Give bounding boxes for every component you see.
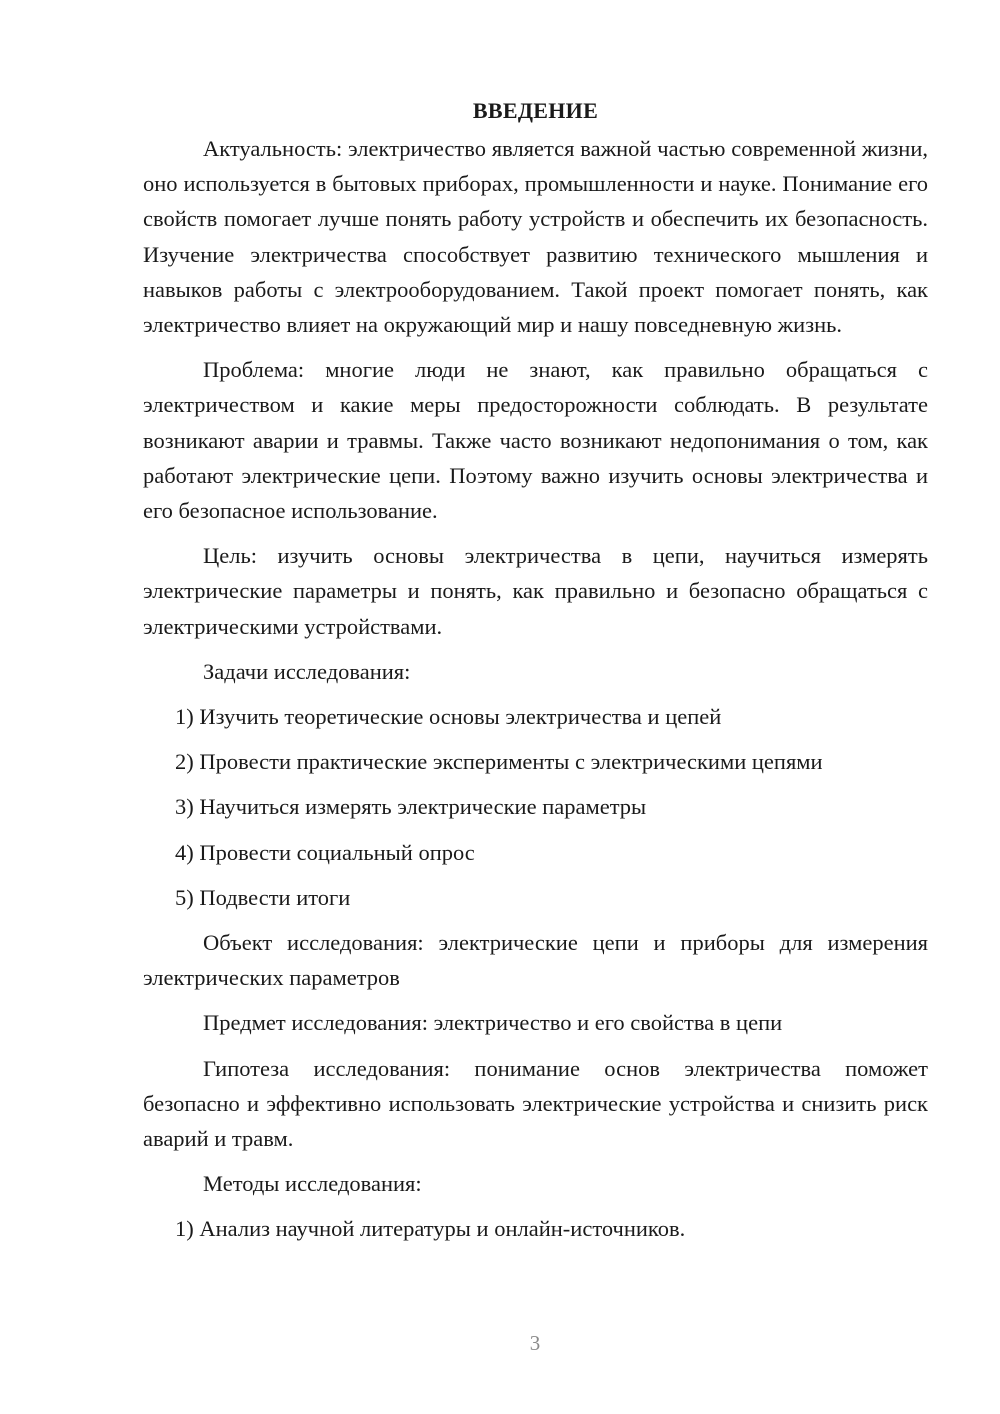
tasks-heading: Задачи исследования: (203, 658, 411, 684)
task-item: 2) Провести практические эксперименты с электрическими цепями (175, 749, 823, 775)
task-item: 4) Провести социальный опрос (175, 839, 475, 865)
section-title: ВВЕДЕНИЕ (472, 98, 599, 123)
task-item: 3) Научиться измерять электрические параметры (175, 794, 647, 820)
hypothesis-paragraph: Гипотеза исследования: понимание основ электричества поможет безопасно и эффективно использовать электрические устройства и снизить риск аварий и травм. (143, 1055, 928, 1152)
task-item: 1) Изучить теоретические основы электричества и цепей (175, 704, 722, 730)
page-number: 3 (529, 1331, 541, 1355)
document-page (143, 93, 928, 1247)
task-item: 5) Подвести итоги (175, 884, 351, 910)
methods-heading: Методы исследования: (203, 1171, 422, 1197)
object-paragraph: Объект исследования: электрические цепи и приборы для измерения электрических параметров (143, 930, 928, 991)
problem-paragraph: Проблема: многие люди не знают, как правильно обращаться с электричеством и какие меры предосторожности соблюдать. В результате возникают аварии и травмы. Также часто возникают недопонимания о том, как работают электрические цепи. Поэтому важно изучить основы электричества и его безопасное использование. (143, 357, 928, 524)
goal-paragraph: Цель: изучить основы электричества в цепи, научиться измерять электрические параметры и понять, как правильно и безопасно обращаться с электрическими устройствами. (143, 543, 928, 639)
relevance-paragraph: Актуальность: электричество является важной частью современной жизни, оно используется в бытовых приборах, промышленности и науке. Понимание его свойств помогает лучше понять работу устройств и обеспечить их безопасность. Изучение электричества способствует развитию технического мышления и навыков работы с электрооборудованием. Такой проект помогает понять, как электричество влияет на окружающий мир и нашу повседневную жизнь. (143, 136, 928, 338)
method-item: 1) Анализ научной литературы и онлайн-источников. (175, 1216, 686, 1242)
subject-paragraph: Предмет исследования: электричество и его свойства в цепи (203, 1010, 783, 1036)
